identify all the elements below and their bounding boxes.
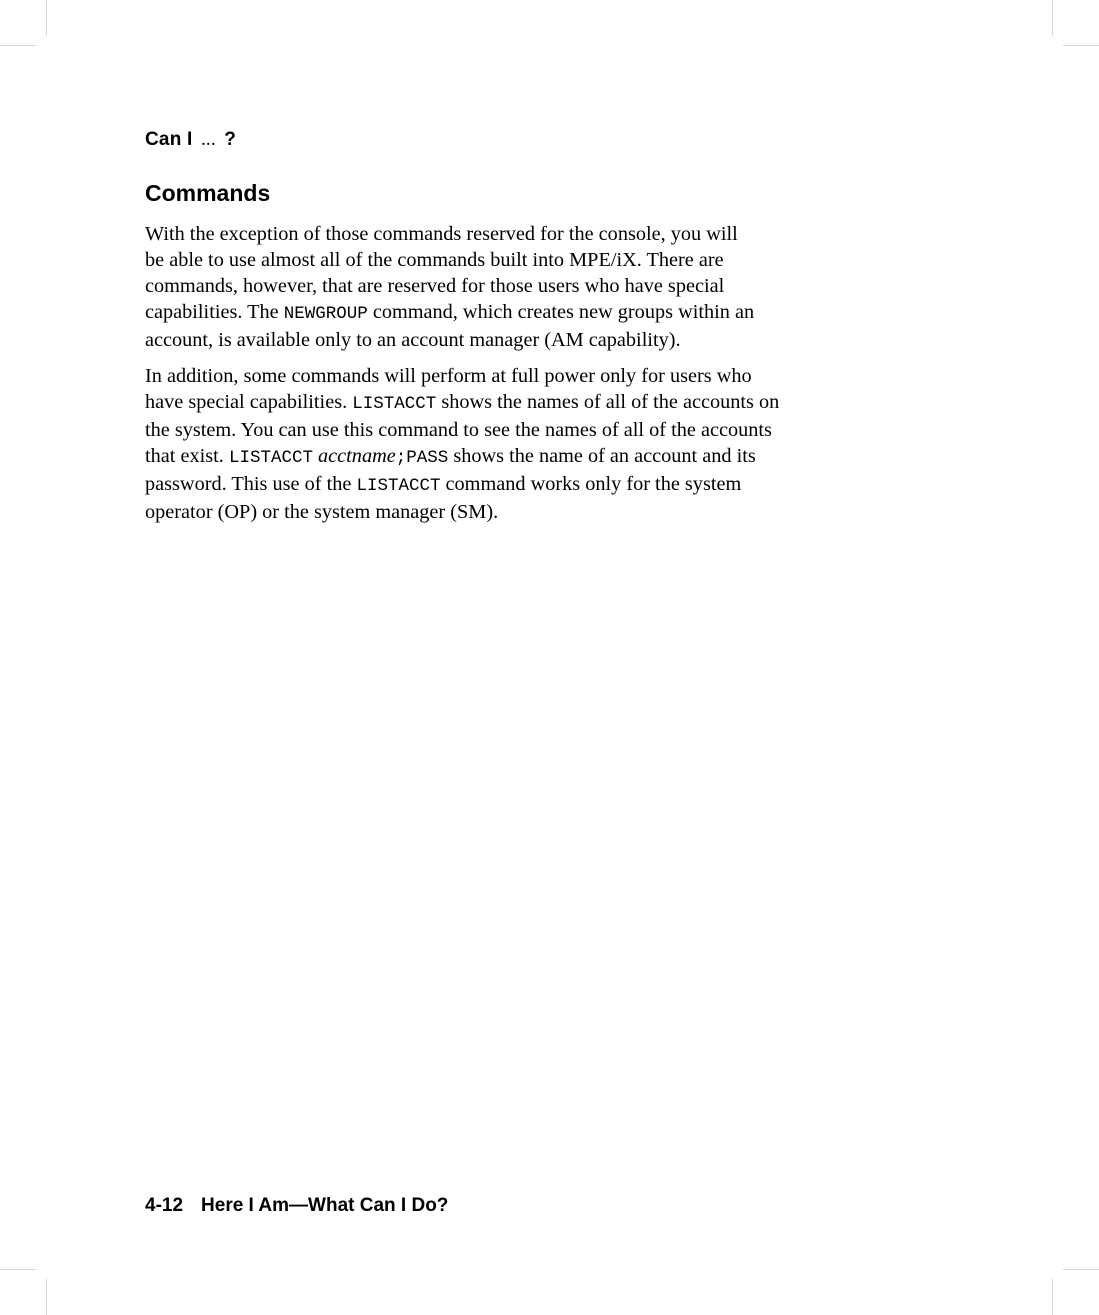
running-head-prefix: Can I [145,129,193,150]
text-run: command, which creates new groups within an [367,301,755,323]
paragraph-commands-intro [145,221,915,353]
paragraph-line: With the exception of those commands reserved for the console, you will [145,223,738,245]
paragraph-line [145,443,915,471]
chapter-title: Here I Am—What Can I Do? [201,1195,449,1216]
param-acctname: acctname [318,445,396,467]
paragraph-listacct [145,363,915,525]
page-number: 4-12 [145,1195,184,1216]
crop-mark-bottom-left-vertical [46,1279,47,1315]
crop-mark-bottom-right-vertical [1052,1279,1053,1315]
crop-mark-top-right-horizontal [1063,45,1099,46]
paragraph-line [145,299,915,327]
section-title: Commands [145,180,271,206]
paragraph-line: operator (OP) or the system manager (SM). [145,501,499,523]
crop-mark-top-left-horizontal [0,45,36,46]
text-run: shows the name of an account and its [448,445,756,467]
crop-mark-bottom-left-horizontal [0,1269,36,1270]
text-run: have special capabilities. [145,391,353,413]
code-pass: ;PASS [395,448,449,468]
crop-mark-bottom-right-horizontal [1063,1269,1099,1270]
crop-mark-top-left-vertical [46,0,47,36]
paragraph-line: commands, however, that are reserved for those users who have special [145,275,725,297]
text-run: command works only for the system [440,473,742,495]
text-run: password. This use of the [145,473,357,495]
text-run: capabilities. The [145,301,284,323]
page-footer [145,1195,448,1217]
paragraph-line: be able to use almost all of the commands built into MPE/iX. There are [145,249,724,271]
paragraph-line: account, is available only to an account manager (AM capability). [145,329,681,351]
text-run: that exist. [145,445,229,467]
paragraph-line: In addition, some commands will perform at full power only for users who [145,365,752,387]
code-listacct: LISTACCT [356,476,441,496]
text-run: shows the names of all of the accounts on [436,391,780,413]
crop-mark-top-right-vertical [1052,0,1053,36]
running-head-suffix: ? [224,129,237,150]
paragraph-line: the system. You can use this command to see the names of all of the accounts [145,419,772,441]
paragraph-line [145,389,915,417]
running-head-dots: ... [200,129,216,150]
running-head [145,129,236,151]
paragraph-line [145,471,915,499]
code-listacct: LISTACCT [228,448,313,468]
code-listacct: LISTACCT [352,394,437,414]
code-newgroup: NEWGROUP [283,304,368,324]
